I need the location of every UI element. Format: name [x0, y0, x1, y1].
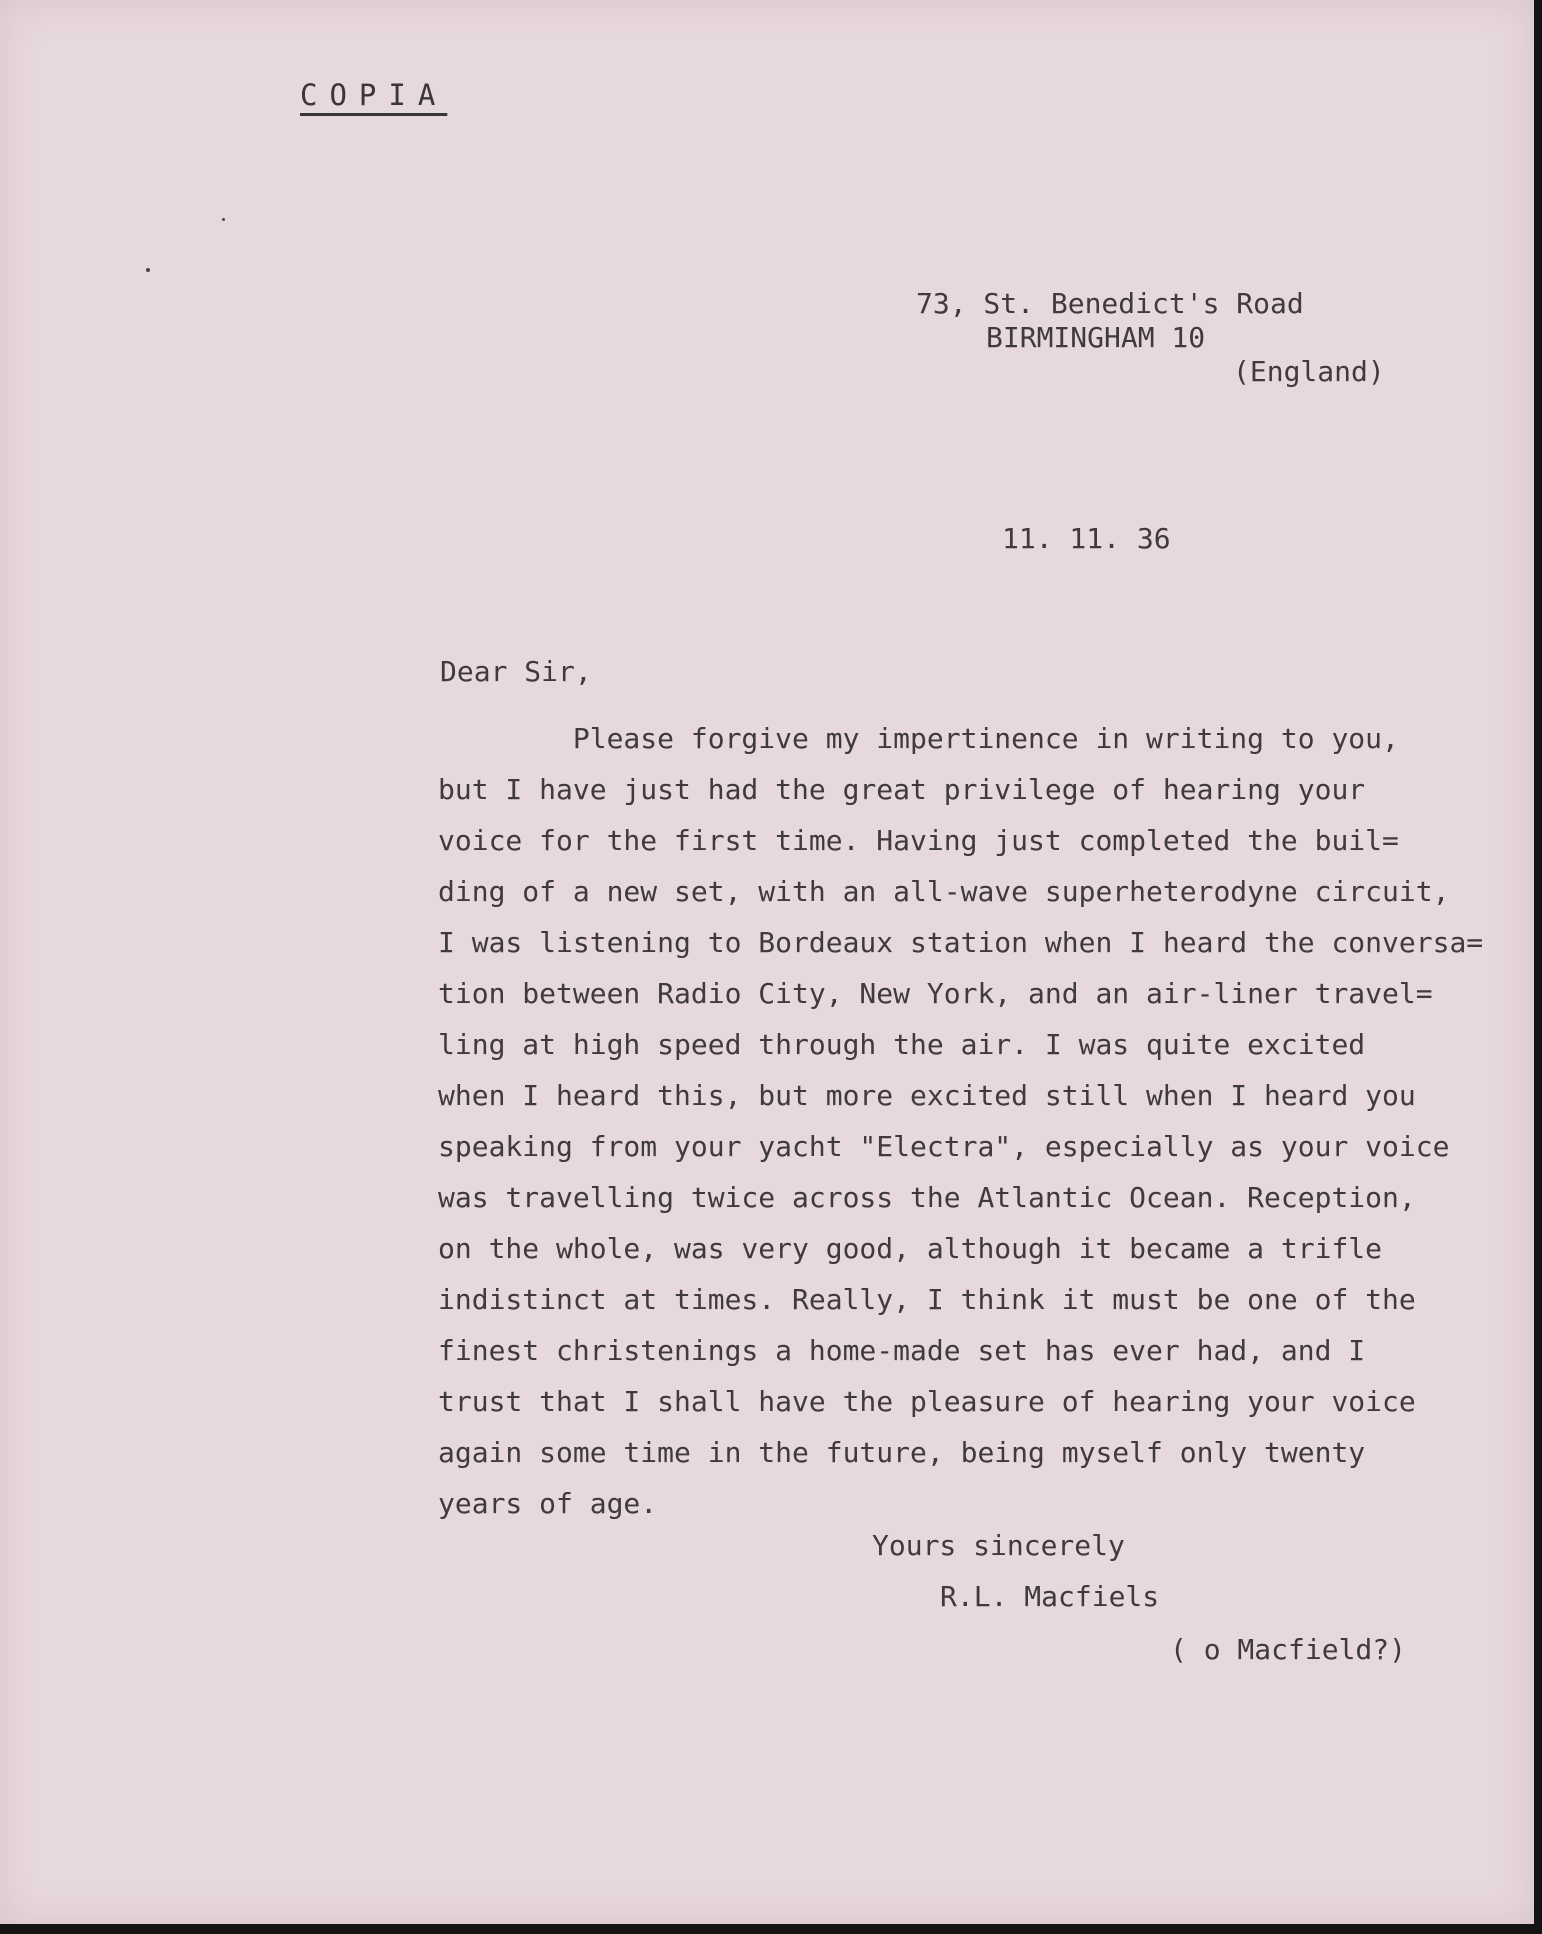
body-line: Please forgive my impertinence in writing to you,: [438, 722, 1399, 755]
scan-border-bottom: [0, 1924, 1542, 1934]
address-line-city: BIRMINGHAM 10: [986, 321, 1206, 354]
letter-date: 11. 11. 36: [1002, 522, 1171, 555]
salutation: Dear Sir,: [440, 655, 592, 688]
body-line: ling at high speed through the air. I was quite excited: [438, 1028, 1366, 1061]
scan-border-right: [1534, 0, 1542, 1934]
name-annotation: ( o Macfield?): [1170, 1633, 1407, 1666]
body-line: on the whole, was very good, although it became a trifle: [438, 1232, 1383, 1265]
body-line: years of age.: [438, 1487, 658, 1520]
address-line-street: 73, St. Benedict's Road: [916, 287, 1304, 320]
body-line: voice for the first time. Having just completed the buil=: [438, 824, 1399, 857]
paper-speck: [222, 218, 225, 221]
body-line: I was listening to Bordeaux station when I heard the conversa=: [438, 926, 1484, 959]
body-line: speaking from your yacht "Electra", especially as your voice: [438, 1130, 1450, 1163]
body-line: again some time in the future, being myself only twenty: [438, 1436, 1366, 1469]
body-line: trust that I shall have the pleasure of hearing your voice: [438, 1385, 1416, 1418]
body-line: was travelling twice across the Atlantic Ocean. Reception,: [438, 1181, 1416, 1214]
address-line-country: (England): [1233, 355, 1385, 388]
closing: Yours sincerely: [872, 1529, 1125, 1562]
body-line: finest christenings a home-made set has ever had, and I: [438, 1334, 1366, 1367]
document-heading: COPIA: [300, 78, 448, 112]
paper-speck: [146, 268, 150, 272]
body-line: when I heard this, but more excited still when I heard you: [438, 1079, 1416, 1112]
body-line: but I have just had the great privilege of hearing your: [438, 773, 1366, 806]
signature-name: R.L. Macfiels: [940, 1580, 1160, 1613]
body-line: indistinct at times. Really, I think it must be one of the: [438, 1283, 1416, 1316]
body-line: ding of a new set, with an all-wave superheterodyne circuit,: [438, 875, 1450, 908]
body-line: tion between Radio City, New York, and an air-liner travel=: [438, 977, 1433, 1010]
